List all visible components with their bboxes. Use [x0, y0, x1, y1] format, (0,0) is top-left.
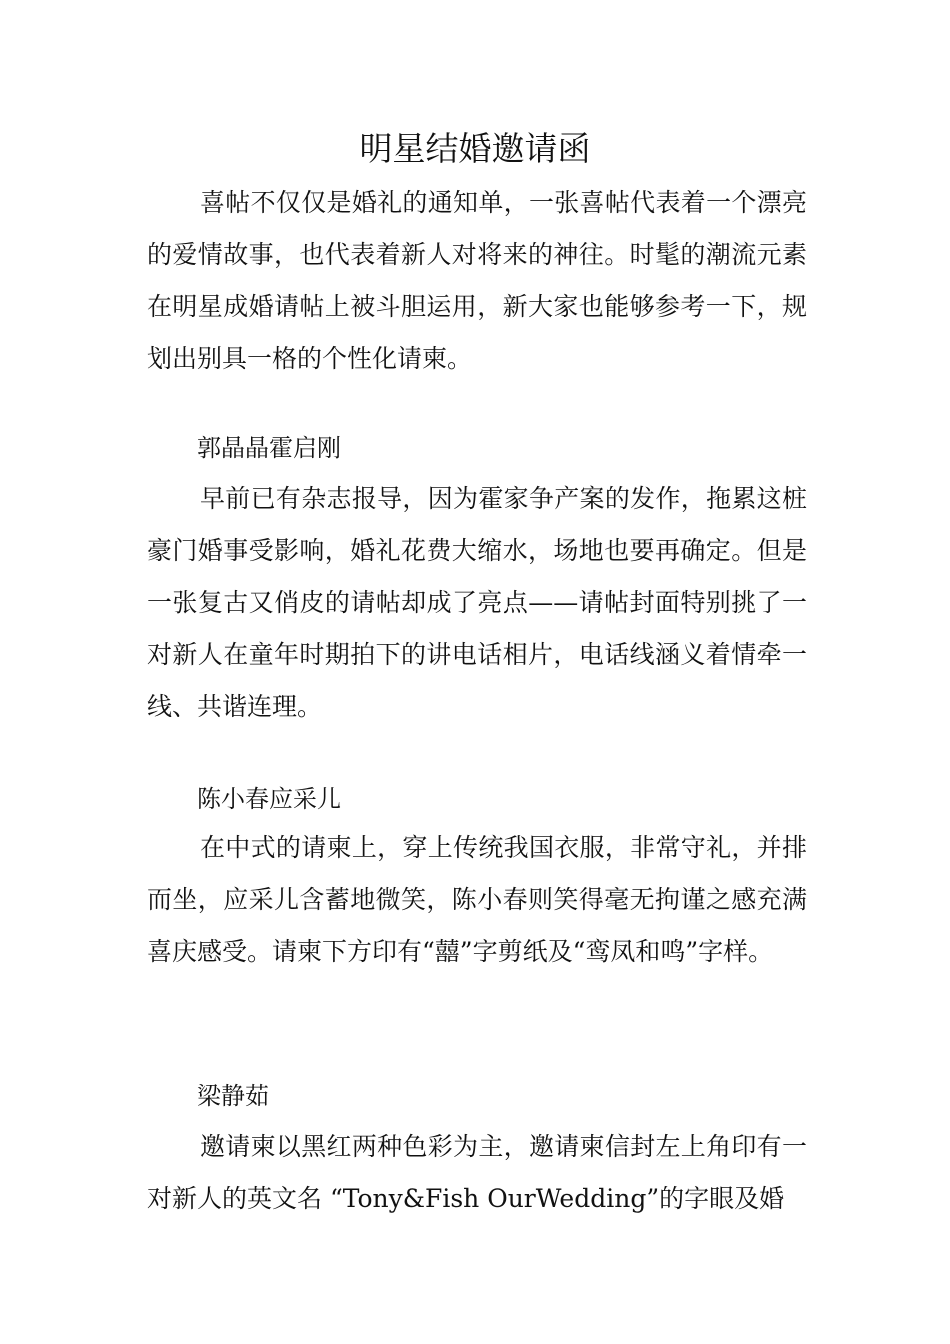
section-heading-guo-huo: 郭晶晶霍启刚: [197, 434, 341, 462]
section-heading-liang: 梁静茹: [197, 1082, 269, 1110]
section-heading-chen-ying: 陈小春应采儿: [197, 785, 341, 813]
section-body-guo-huo: 早前已有杂志报导，因为霍家争产案的发作，拖累这桩豪门婚事受影响，婚礼花费大缩水，场地也要再确定。但是一张复古又俏皮的请帖却成了亮点——请帖封面特别挑了一对新人在童年时期拍下的讲电话相片，电话线涵义着情牵一线、共谐连理。: [147, 484, 807, 721]
document-title: 明星结婚邀请函: [359, 129, 591, 168]
intro-paragraph: 喜帖不仅仅是婚礼的通知单，一张喜帖代表着一个漂亮的爱情故事，也代表着新人对将来的神往。时髦的潮流元素在明星成婚请帖上被斗胆运用，新大家也能够参考一下，规划出别具一格的个性化请柬。: [147, 188, 807, 373]
section-body-liang: 邀请柬以黑红两种色彩为主，邀请柬信封左上角印有一对新人的英文名 “Tony&Fish OurWedding”的字眼及婚: [147, 1132, 807, 1213]
section-body-chen-ying: 在中式的请柬上，穿上传统我国衣服，非常守礼，并排而坐，应采儿含蓄地微笑，陈小春则笑得毫无拘谨之感充满喜庆感受。请柬下方印有“囍”字剪纸及“鸾凤和鸣”字样。: [147, 833, 807, 966]
